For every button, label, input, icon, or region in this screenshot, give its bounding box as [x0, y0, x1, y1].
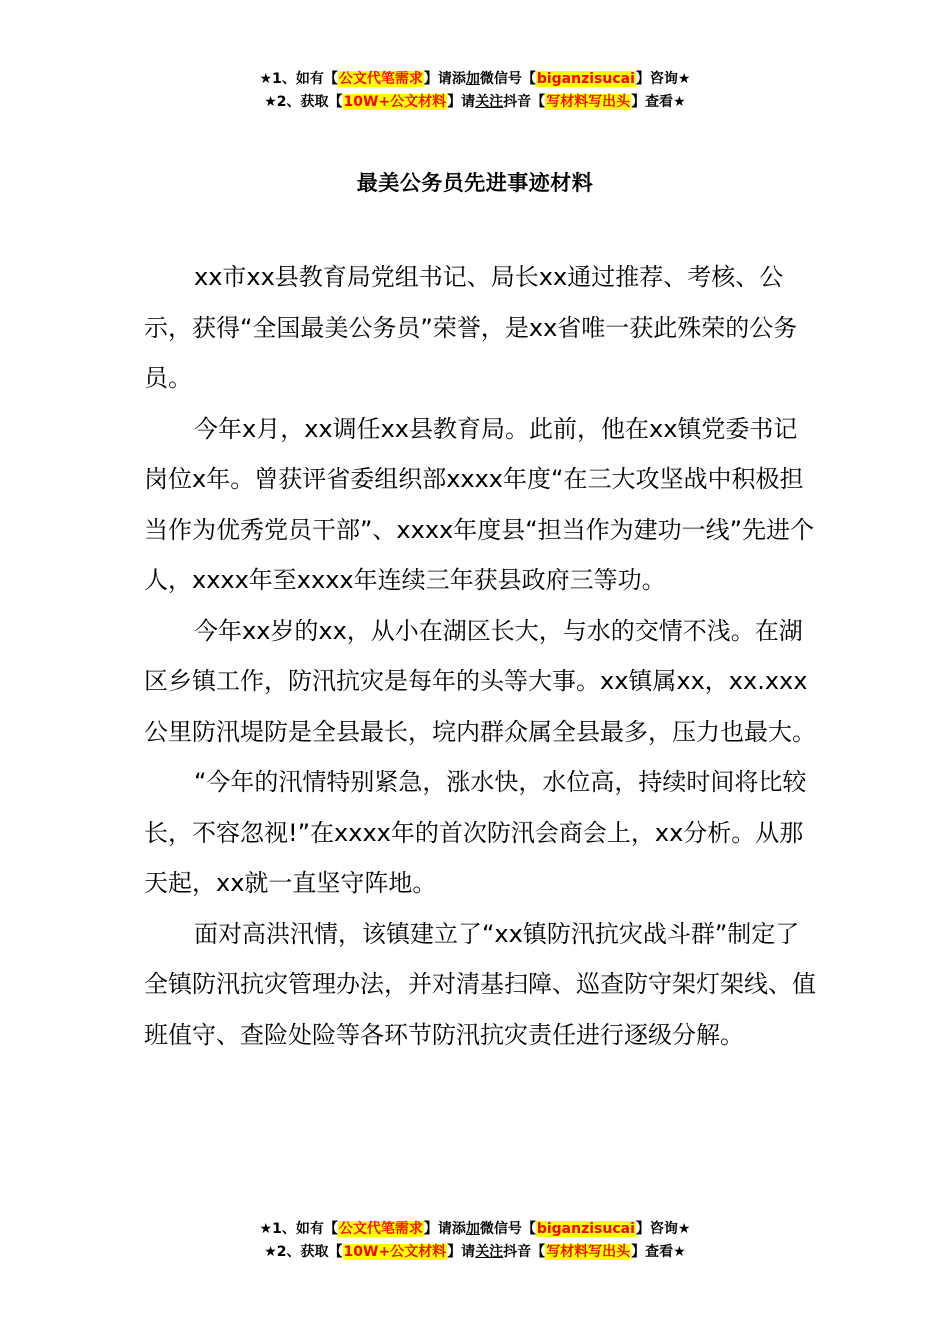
header-banner — [0, 68, 950, 114]
banner-text: 抖音【 — [503, 94, 546, 110]
footer-banner — [0, 1218, 950, 1264]
paragraph: xx市xx县教育局党组书记、局长xx通过推荐、考核、公示，获得“全国最美公务员”荣誉，是xx省唯一获此殊荣的公务员。 — [144, 263, 798, 392]
banner-line-2 — [0, 91, 950, 114]
banner-underlined: 加 — [465, 1221, 480, 1237]
banner-text: 】咨询★ — [635, 71, 691, 87]
banner-text: ★1、如有【 — [259, 1221, 338, 1237]
banner-text: 】请 — [447, 1244, 476, 1260]
banner-line-2 — [0, 1241, 950, 1264]
paragraph: 面对高洪汛情，该镇建立了“xx镇防汛抗灾战斗群”制定了全镇防汛抗灾管理办法，并对清基扫障、巡查防守架灯架线、值班值守、查险处险等各环节防汛抗灾责任进行逐级分解。 — [144, 919, 816, 1049]
banner-text: ★2、获取【 — [264, 94, 343, 110]
document-title: 最美公务员先进事迹材料 — [356, 171, 594, 195]
banner-text: 微信号【 — [479, 71, 536, 87]
banner-highlight-douyin: 写材料写出头 — [546, 1244, 631, 1260]
banner-text: 】请添 — [423, 71, 466, 87]
banner-underlined: 关注 — [475, 94, 504, 110]
banner-text: 抖音【 — [503, 1244, 546, 1260]
banner-line-1 — [0, 1218, 950, 1241]
paragraph: “今年的汛情特别紧急，涨水快，水位高，持续时间将比较长，不容忽视!”在xxxx年的首次防汛会商会上，xx分析。从那天起，xx就一直坚守阵地。 — [144, 768, 807, 897]
banner-text: 】查看★ — [631, 1244, 686, 1260]
document-body — [144, 252, 819, 1060]
banner-text: ★2、获取【 — [264, 1244, 343, 1260]
banner-text: 微信号【 — [479, 1221, 536, 1237]
banner-highlight-douyin: 写材料写出头 — [546, 94, 631, 110]
banner-underlined: 加 — [465, 71, 480, 87]
banner-text: 】请 — [447, 94, 476, 110]
banner-highlight: 公文代笔需求 — [338, 1221, 423, 1237]
banner-highlight-wechat: biganzisucai — [536, 71, 635, 87]
banner-highlight-wechat: biganzisucai — [536, 1221, 635, 1237]
banner-text: ★1、如有【 — [259, 71, 338, 87]
banner-highlight: 公文代笔需求 — [338, 71, 423, 87]
banner-text: 】查看★ — [631, 94, 686, 110]
paragraph: 今年xx岁的xx，从小在湖区长大，与水的交情不浅。在湖区乡镇工作，防汛抗灾是每年的头等大事。xx镇属xx，xx.xxx公里防汛堤防是全县最长，垸内群众属全县最多，压力也最大。 — [144, 616, 816, 746]
banner-highlight: 10W+公文材料 — [343, 94, 447, 110]
banner-text: 】咨询★ — [635, 1221, 691, 1237]
banner-underlined: 关注 — [475, 1244, 504, 1260]
banner-line-1 — [0, 68, 950, 91]
paragraph: 今年x月，xx调任xx县教育局。此前，他在xx镇党委书记岗位x年。曾获评省委组织部xxxx年度“在三大攻坚战中积极担当作为优秀党员干部”、xxxx年度县“担当作为建功一线”先进个人，xxxx年至xxxx年连续三年获县政府三等功。 — [144, 414, 815, 594]
banner-highlight: 10W+公文材料 — [343, 1244, 447, 1260]
banner-text: 】请添 — [423, 1221, 466, 1237]
